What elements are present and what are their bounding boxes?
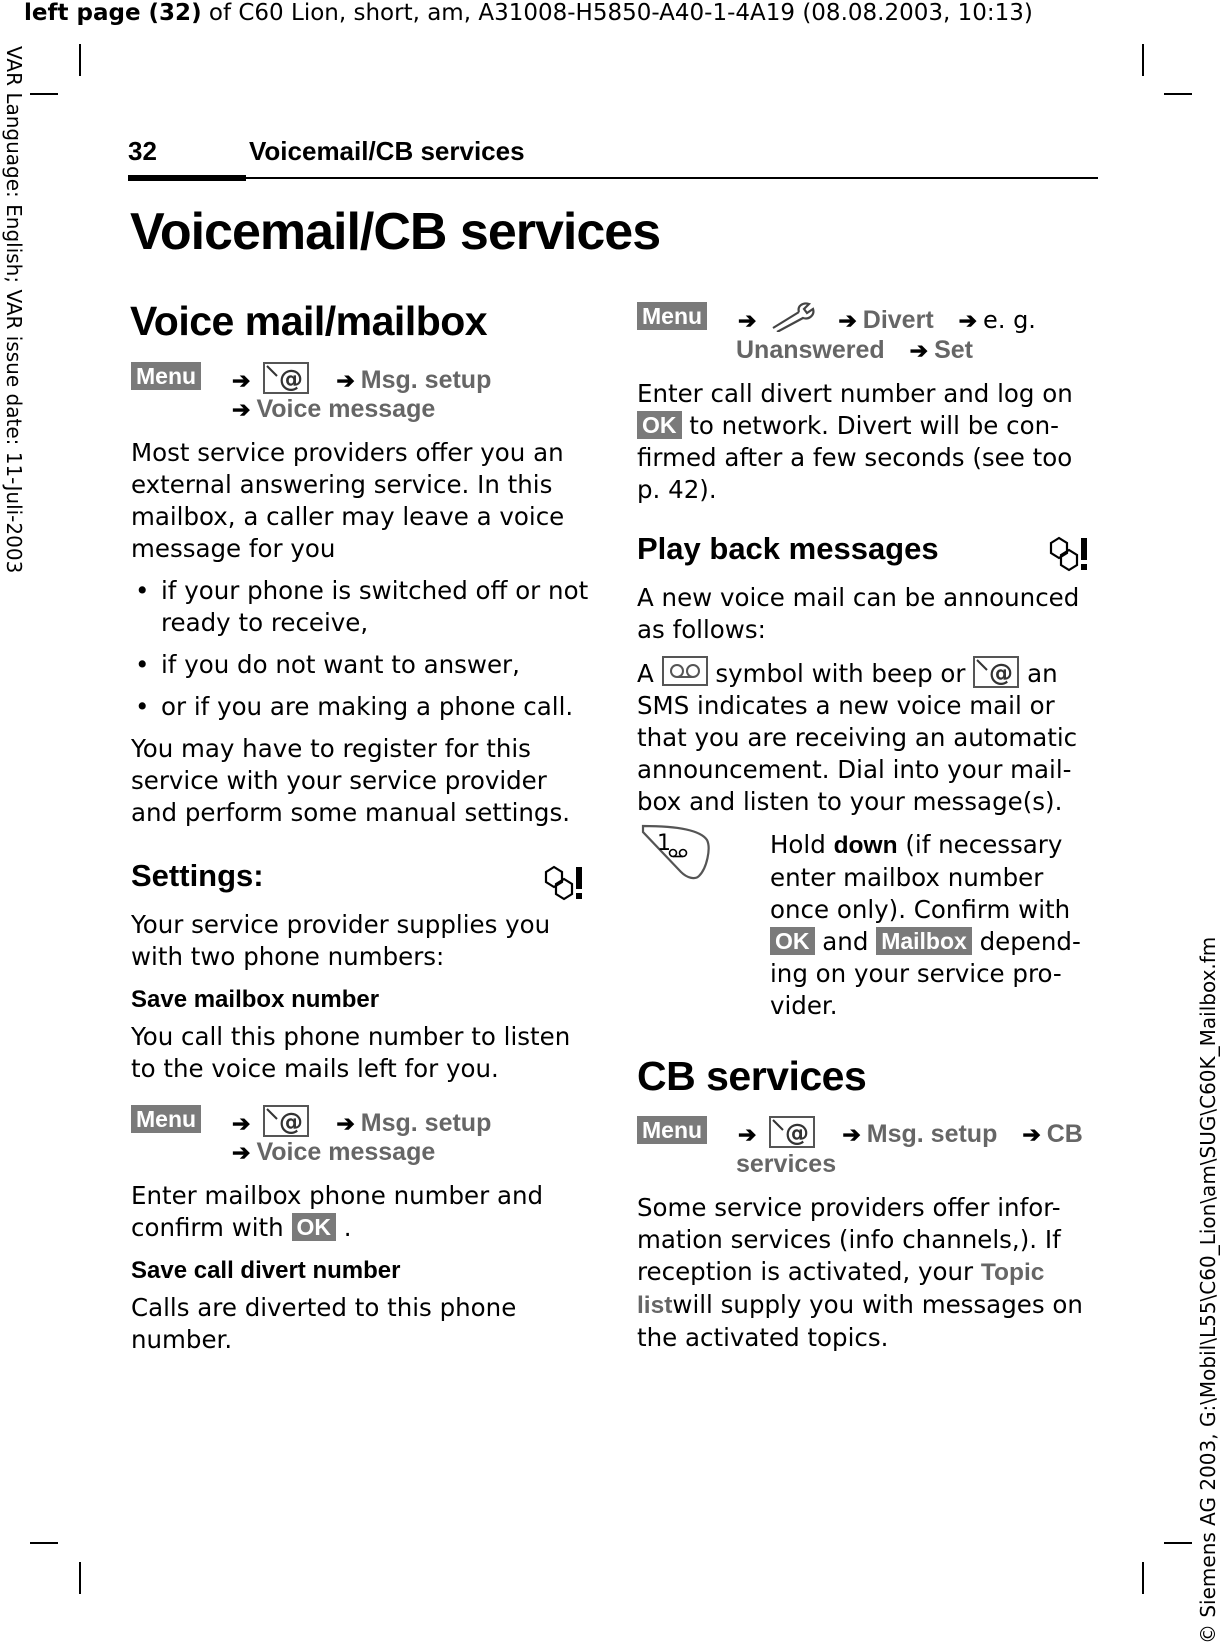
svg-text:@: @ [989, 659, 1014, 686]
nav-step: e. g. [983, 306, 1036, 334]
at-envelope-icon [769, 1116, 815, 1148]
subheading-save-divert: Save call divert number [131, 1257, 401, 1284]
voicemail-tape-icon [662, 656, 708, 686]
paragraph: Calls are diverted to this phone number. [131, 1293, 517, 1354]
crop-mark [1164, 1542, 1192, 1544]
voicemail-intro [131, 437, 591, 829]
arrow-icon: ➔ [738, 1122, 757, 1147]
paragraph: You may have to register for this service with your service provider and perform some manual settings. [131, 734, 571, 827]
crop-mark [79, 44, 81, 76]
hold-down-text [770, 829, 1100, 1022]
nav-step: Unanswered [736, 336, 885, 364]
nav-path-divert-steps [738, 302, 1036, 337]
text: symbol with beep or [715, 659, 966, 688]
svg-text:@: @ [785, 1119, 810, 1146]
subheading-save-mailbox: Save mailbox number [131, 986, 380, 1013]
bullet-item: • if you do not want to answer, [131, 649, 591, 681]
nav-step: Msg. setup [360, 366, 492, 394]
svg-text:@: @ [279, 365, 304, 392]
text-line: announcement. Dial into your mail- [637, 755, 1072, 784]
print-header [24, 0, 1033, 26]
crop-mark [1142, 1562, 1144, 1594]
nav-path-2-steps [232, 1105, 491, 1140]
nav-step: Msg. setup [866, 1120, 998, 1148]
term-list: list [637, 1292, 673, 1319]
arrow-icon: ➔ [842, 1122, 861, 1147]
text-line: enter mailbox number [770, 863, 1044, 892]
ok-key: OK [637, 411, 682, 439]
nav-path-1-line2 [232, 393, 435, 426]
header-rule-thick [128, 175, 246, 181]
enter-mailbox-block [131, 1180, 591, 1356]
ok-key: OK [292, 1213, 337, 1241]
network-dependent-icon [1045, 535, 1091, 577]
menu-key: Menu [637, 302, 707, 330]
text-line: p. 42). [637, 475, 717, 504]
bullet-item: • if your phone is switched off or not ready to receive, [131, 575, 591, 639]
arrow-icon: ➔ [1022, 1122, 1041, 1147]
text-line: once only). Confirm with [770, 895, 1071, 924]
section-heading-cb: CB services [637, 1053, 867, 1099]
side-note-right-text: © Siemens AG 2003, G:\Mobil\L55\C60_Lion\am\SUG\C60K_Mailbox.fm [1196, 936, 1220, 1644]
nav-step: Voice message [256, 395, 436, 423]
svg-text:1: 1 [657, 831, 671, 856]
playback-heading: Play back messages [637, 531, 939, 566]
print-header-bold: left page (32) [24, 0, 202, 26]
text-line: Some service providers offer infor- [637, 1193, 1061, 1222]
nav-path-2 [131, 1105, 201, 1133]
bullet-item: • or if you are making a phone call. [131, 691, 591, 723]
arrow-icon: ➔ [838, 308, 857, 333]
text-line: that you are receiving an automatic [637, 723, 1078, 752]
arrow-icon: ➔ [336, 368, 355, 393]
crop-mark [1142, 44, 1144, 76]
nav-path-2-line2 [232, 1136, 435, 1169]
arrow-icon: ➔ [909, 338, 929, 363]
term-topic: Topic [980, 1259, 1045, 1286]
mailbox-key: Mailbox [876, 927, 972, 955]
at-envelope-icon [263, 362, 309, 394]
menu-key: Menu [131, 1105, 201, 1133]
text: . [343, 1213, 352, 1242]
nav-path-cb-steps [738, 1116, 1083, 1151]
nav-path-cb [637, 1116, 707, 1144]
paragraph: A new voice mail can be announced as follows: [637, 583, 1080, 644]
at-envelope-icon [263, 1105, 309, 1137]
page-title: Voicemail/CB services [130, 203, 661, 261]
divert-text [637, 378, 1097, 506]
nav-path-divert-line2 [736, 334, 973, 367]
crop-mark [30, 93, 58, 95]
cb-text [637, 1192, 1107, 1354]
nav-path-1-steps [232, 362, 491, 397]
text-line: Enter call divert number and log on [637, 379, 1073, 408]
at-envelope-icon [973, 656, 1019, 688]
nav-step: Voice message [256, 1138, 436, 1166]
crop-mark [1164, 93, 1192, 95]
running-head: Voicemail/CB services [249, 136, 525, 166]
paragraph: Enter mailbox phone number and [131, 1181, 544, 1210]
print-header-rest: of C60 Lion, short, am, A31008-H5850-A40-1-4A19 (08.08.2003, 10:13) [201, 0, 1033, 26]
text: to network. Divert will be con- [681, 411, 1059, 440]
page-number: 32 [128, 136, 157, 166]
playback-text [637, 582, 1097, 818]
text-line: ing on your service pro- [770, 959, 1062, 988]
text: confirm with [131, 1213, 284, 1242]
arrow-icon: ➔ [232, 1140, 251, 1165]
text-line: box and listen to your message(s). [637, 787, 1063, 816]
text: depend- [979, 927, 1081, 956]
text-line: the activated topics. [637, 1323, 889, 1352]
menu-key: Menu [637, 1116, 707, 1144]
nav-step: Set [934, 336, 973, 364]
crop-mark [30, 1542, 58, 1544]
side-note-left [2, 46, 28, 626]
arrow-icon: ➔ [738, 308, 757, 333]
text-line: firmed after a few seconds (see too [637, 443, 1073, 472]
settings-block [131, 909, 591, 1085]
text: Hold [770, 830, 826, 859]
menu-key: Menu [131, 362, 201, 390]
svg-text:@: @ [279, 1108, 304, 1135]
paragraph: You call this phone number to listen to the voice mails left for you. [131, 1022, 571, 1083]
nav-path-1 [131, 362, 201, 390]
text: will supply you with messages on [672, 1290, 1083, 1319]
arrow-icon: ➔ [232, 1111, 251, 1136]
text: down [833, 832, 898, 859]
nav-step: Msg. setup [360, 1109, 492, 1137]
text: and [822, 927, 869, 956]
arrow-icon: ➔ [232, 368, 251, 393]
network-dependent-icon [540, 864, 586, 906]
text-line: vider. [770, 991, 838, 1020]
header-rule [128, 177, 1098, 179]
nav-step: CB [1046, 1120, 1083, 1148]
arrow-icon: ➔ [232, 397, 251, 422]
nav-step: Divert [862, 306, 934, 334]
text-line: SMS indicates a new voice mail or [637, 691, 1055, 720]
text-line: mation services (info channels,). If [637, 1225, 1061, 1254]
text: (if necessary [905, 830, 1063, 859]
text: an [1027, 659, 1058, 688]
nav-path-cb-line2 [736, 1148, 836, 1180]
arrow-icon: ➔ [958, 308, 978, 333]
side-note-right [1196, 880, 1224, 1644]
text: A [637, 659, 654, 688]
ok-key: OK [770, 927, 815, 955]
arrow-icon: ➔ [336, 1111, 355, 1136]
text: reception is activated, your [637, 1257, 974, 1286]
crop-mark [79, 1562, 81, 1594]
section-heading-voicemail: Voice mail/mailbox [130, 298, 488, 344]
nav-step: services [736, 1150, 837, 1178]
paragraph: Most service providers offer you an external answering service. In this mailbox, a caller may leave a voice message for you [131, 438, 565, 563]
phone-key-1-icon [637, 824, 711, 884]
nav-path-divert [637, 302, 707, 330]
wrench-icon [769, 302, 819, 332]
side-note-left-text: VAR Language: English; VAR issue date: 11-Juli-2003 [2, 46, 26, 574]
settings-heading: Settings: [131, 858, 264, 893]
paragraph: Your service provider supplies you with two phone numbers: [131, 910, 551, 971]
